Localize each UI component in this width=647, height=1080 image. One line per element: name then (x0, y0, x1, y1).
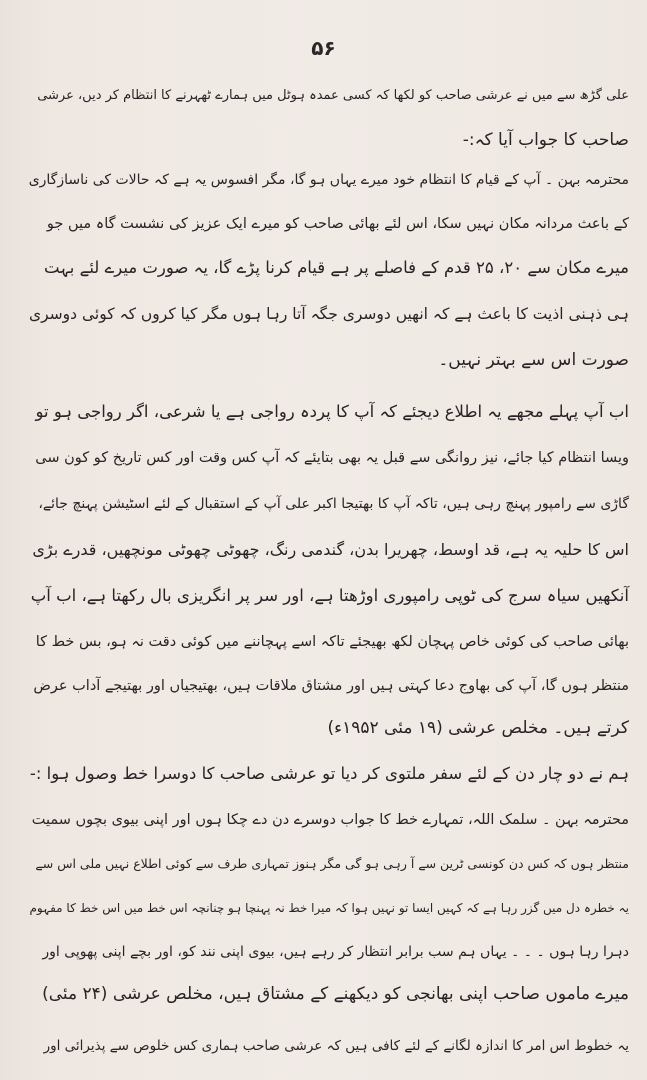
text-line: ہی ذہنی اذیت کا باعث ہے کہ انھیں دوسری جگہ آتا رہا ہوں مگر کیا کروں کہ کوئی دوسری (28, 305, 629, 323)
text-line: اب آپ پہلے مجھے یہ اطلاع دیجئے کہ آپ کا پردہ رواجی ہے یا شرعی، اگر رواجی ہو تو (35, 402, 629, 421)
text-line: محترمہ بہن ۔ سلمک اللہ، تمہارے خط کا جواب دوسرے دن دے چکا ہوں اور اپنی بیوی بچوں سمیت (31, 812, 629, 828)
text-line: کے باعث مردانہ مکان نہیں سکا، اس لئے بھائی صاحب کو میرے ایک عزیز کی نشست گاہ میں جو (46, 216, 629, 232)
text-line: کرتے ہیں۔ مخلص عرشی (۱۹ مئی ۱۹۵۲ء) (327, 718, 629, 738)
text-line: صاحب کا جواب آیا کہ:- (462, 130, 629, 150)
text-line: یہ خطوط اس امر کا اندازہ لگانے کے لئے کافی ہیں کہ عرشی صاحب ہماری کس خلوص سے پذیرائی اور (43, 1038, 629, 1054)
text-line: منتظر ہوں کہ کس دن کونسی ٹرین سے آ رہی ہو گی مگر ہنوز تمہاری طرف سے کوئی اطلاع نہیں ملی اس سے (35, 856, 629, 871)
text-line: صورت اس سے بہتر نہیں۔ (438, 350, 629, 370)
text-line: اس کا حلیہ یہ ہے، قد اوسط، چھریرا بدن، گندمی رنگ، چھوٹی چھوٹی مونچھیں، قدرے بڑی (32, 540, 629, 559)
text-line: منتظر ہوں گا، آپ کی بھاوج دعا کہتی ہیں اور مشتاق ملاقات ہیں، بھتیجیاں اور بھتیجے آداب عرض (33, 678, 629, 694)
page-number: ۵۶ (311, 36, 336, 60)
text-line: یہ خطرہ دل میں گزر رہا ہے کہ کہیں ایسا تو نہیں ہوا کہ میرا خط نہ پہنچا ہو چنانچہ اس خط میں اس خط کا مفہوم (29, 901, 629, 915)
text-line: آنکھیں سیاہ سرج کی ٹوپی رامپوری اوڑھتا ہے، اور سر پر انگریزی بال رکھتا ہے، اب آپ (30, 586, 629, 605)
text-line: بھائی صاحب کی کوئی خاص پہچان لکھ بھیجئے تاکہ اسے پہچاننے میں کوئی دقت نہ ہو، بس خط کا (35, 634, 629, 650)
text-line: گاڑی سے رامپور پہنچ رہی ہیں، تاکہ آپ کا بھتیجا اکبر علی آپ کے استقبال کے لئے اسٹیشن پہنچ جائے، (38, 496, 629, 512)
text-line: ویسا انتظام کیا جائے، نیز روانگی سے قبل یہ بھی بتایئے کہ آپ کس وقت اور کس تاریخ کو کون سی (35, 450, 629, 466)
text-line: علی گڑھ سے میں نے عرشی صاحب کو لکھا کہ کسی عمدہ ہوٹل میں ہمارے ٹھہرنے کا انتظام کر دیں، عرشی (37, 88, 629, 103)
text-line: دہرا رہا ہوں ۔ ۔ ۔ یہاں ہم سب برابر انتظار کر رہے ہیں، بیوی اپنی نند کو، اور بچے اپنی پھوپی اور (42, 944, 629, 960)
text-line: میرے ماموں صاحب اپنی بھانجی کو دیکھنے کے مشتاق ہیں، مخلص عرشی (۲۴ مئی) (42, 984, 629, 1004)
text-line: میرے مکان سے ۲۰، ۲۵ قدم کے فاصلے پر ہے قیام کرنا پڑے گا، یہ صورت میرے لئے بہت (43, 258, 629, 277)
text-line: ہم نے دو چار دن کے لئے سفر ملتوی کر دیا تو عرشی صاحب کا دوسرا خط وصول ہوا :- (29, 764, 629, 783)
text-line: محترمہ بہن ۔ آپ کے قیام کا انتظام خود میرے یہاں ہو گا، مگر افسوس یہ ہے کہ حالات کی ناسازگاری (28, 172, 629, 188)
